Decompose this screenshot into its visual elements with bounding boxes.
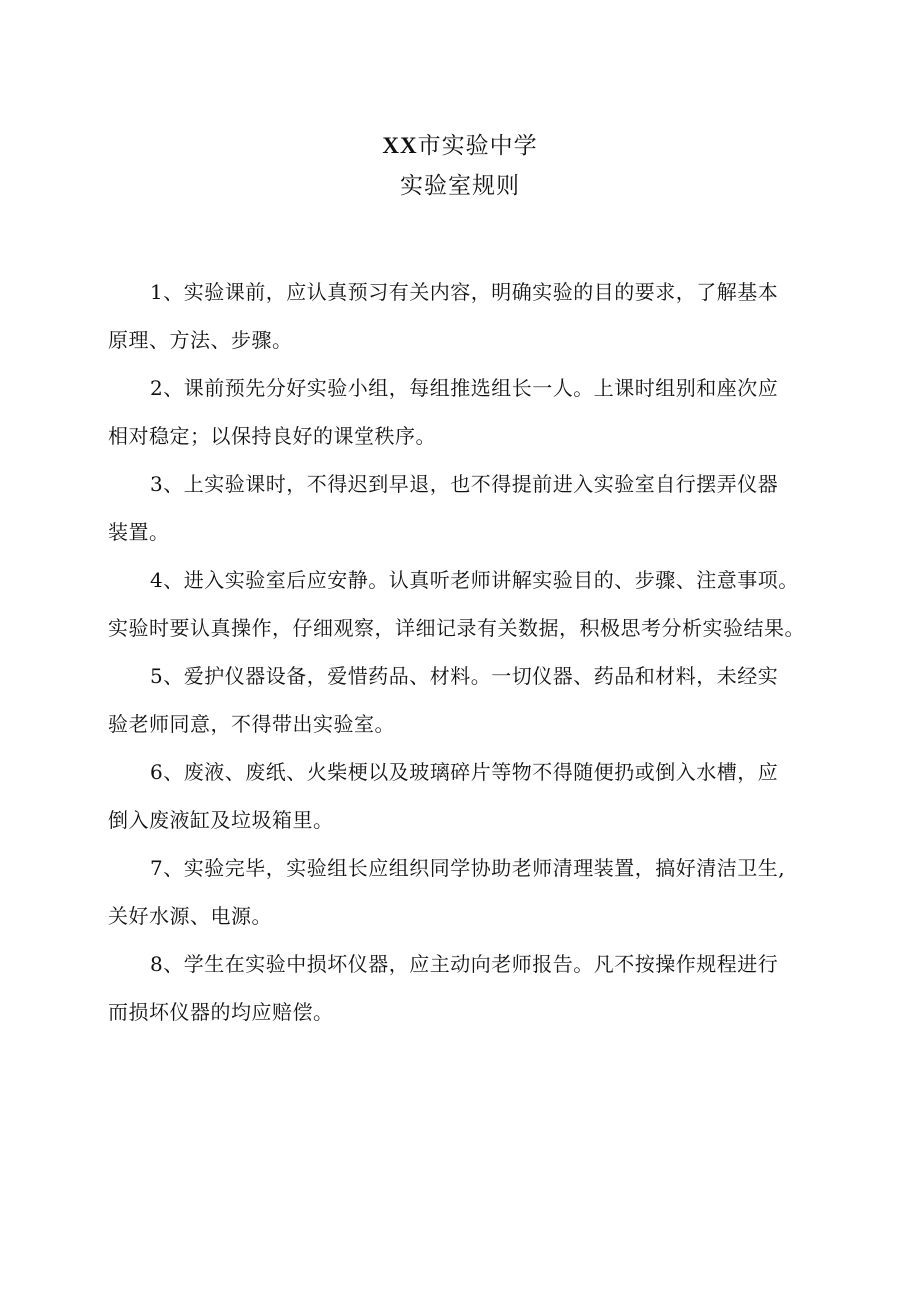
document-subtitle: 实验室规则 — [400, 173, 520, 199]
school-title-prefix: XX — [382, 133, 418, 158]
rule-line: 6、废液、废纸、火柴梗以及玻璃碎片等物不得随便扔或倒入水槽，应 — [150, 760, 779, 784]
rule-line: 相对稳定；以保持良好的课堂秩序。 — [108, 424, 436, 448]
rule-line: 而损坏仪器的均应赔偿。 — [108, 1000, 334, 1024]
rule-item — [108, 364, 816, 460]
rule-line: 原理、方法、步骤。 — [108, 328, 293, 352]
rule-line: 关好水源、电源。 — [108, 904, 272, 928]
school-title-suffix: 市实验中学 — [417, 133, 538, 159]
rule-line: 4、进入实验室后应安静。认真听老师讲解实验目的、步骤、注意事项。 — [150, 568, 799, 592]
rule-item — [108, 844, 816, 940]
school-title — [0, 126, 920, 166]
rule-item — [108, 940, 816, 1036]
rule-line: 7、实验完毕，实验组长应组织同学协助老师清理装置，搞好清洁卫生, — [150, 856, 786, 880]
rule-line: 3、上实验课时，不得迟到早退，也不得提前进入实验室自行摆弄仪器 — [150, 472, 779, 496]
rule-line: 5、爱护仪器设备，爱惜药品、材料。一切仪器、药品和材料，未经实 — [150, 664, 779, 688]
rule-line: 1、实验课前，应认真预习有关内容，明确实验的目的要求，了解基本 — [150, 280, 779, 304]
title-block — [0, 126, 920, 206]
rule-line: 实验时要认真操作，仔细观察，详细记录有关数据，积极思考分析实验结果。 — [108, 616, 805, 640]
rule-line: 验老师同意，不得带出实验室。 — [108, 712, 395, 736]
rule-line: 8、学生在实验中损坏仪器，应主动向老师报告。凡不按操作规程进行 — [150, 952, 779, 976]
rule-line: 倒入废液缸及垃圾箱里。 — [108, 808, 334, 832]
rule-item — [108, 652, 816, 748]
rule-item — [108, 556, 816, 652]
rule-item — [108, 748, 816, 844]
rule-line: 2、课前预先分好实验小组，每组推选组长一人。上课时组别和座次应 — [150, 376, 779, 400]
rule-line: 装置。 — [108, 520, 170, 544]
rules-list — [108, 268, 816, 1036]
rule-item — [108, 460, 816, 556]
rule-item — [108, 268, 816, 364]
